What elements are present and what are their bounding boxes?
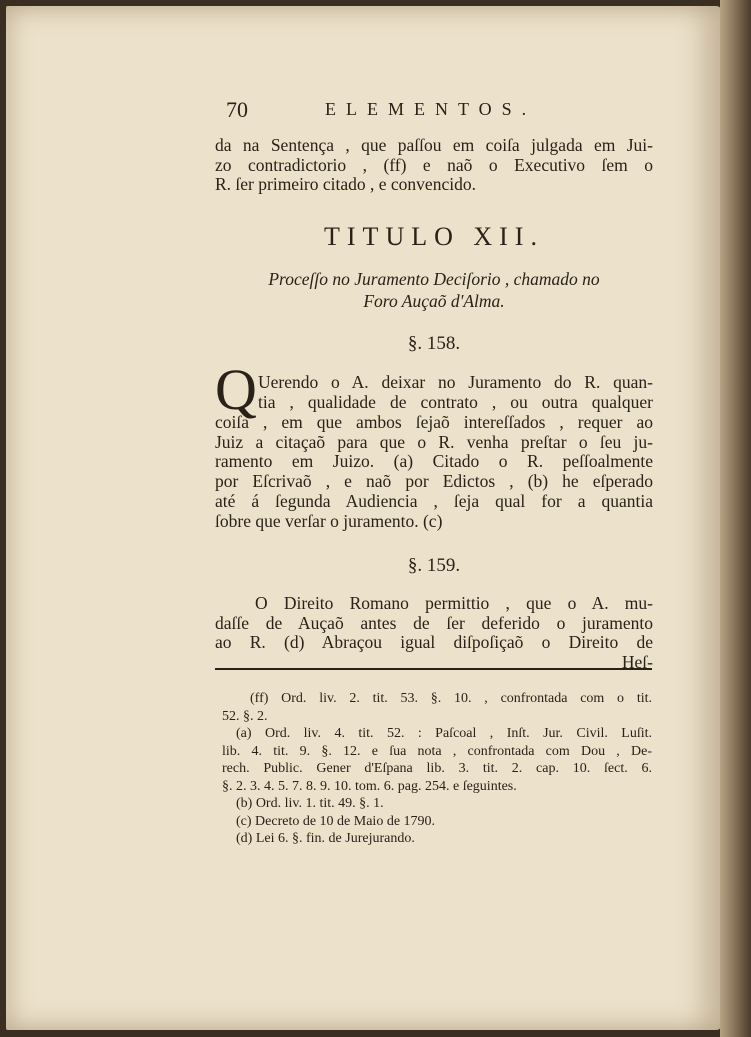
page-number: 70 (226, 97, 248, 122)
text-line: por Eſcrivaõ , e naõ por Edictos , (b) he eſperado (215, 471, 653, 492)
section-158-body-cont (215, 413, 653, 531)
footnote-line: (c) Decreto de 10 de Maio de 1790. (236, 813, 436, 829)
text-line: ao R. (d) Abraçou igual diſpoſiçaõ o Direito de (215, 632, 653, 653)
catchword: Heſ- (621, 652, 653, 673)
text-line: da na Sentença , que paſſou em coiſa julgada em Jui- (215, 135, 653, 155)
section-heading-159: §. 159. (407, 555, 461, 576)
text-line: tia , qualidade de contrato , ou outra qualquer (258, 391, 653, 412)
intro-paragraph (215, 136, 653, 195)
running-header (215, 97, 653, 127)
footnote-line: rech. Public. Gener d'Eſpana lib. 3. tit. 2. cap. 10. ſect. 6. (222, 761, 652, 776)
footnote-line: §. 2. 3. 4. 5. 7. 8. 9. 10. tom. 6. pag. 254. e ſeguintes. (222, 778, 517, 794)
text-line: até á ſegunda Audiencia , ſeja qual for a quantia (215, 490, 653, 511)
text-line: ſobre que verſar o juramento. (c) (215, 510, 443, 531)
footnote-line: (b) Ord. liv. 1. tit. 49. §. 1. (236, 796, 384, 811)
chapter-title: TITULO XII. (324, 222, 544, 251)
text-line: Juiz a citaçaõ para que o R. venha preſtar o ſeu ju- (215, 431, 653, 452)
page-edge (720, 0, 751, 1037)
footnote-line: (d) Lei 6. §. fin. de Jurejurando. (236, 831, 415, 846)
text-line: ramento em Juizo. (a) Citado o R. peſſoalmente (215, 451, 653, 472)
text-line: coiſa , em que ambos ſejaõ intereſſados , requer ao (215, 412, 653, 432)
text-line: zo contradictorio , (ff) e naõ o Executivo ſem o (215, 154, 653, 175)
section-159-body (215, 594, 653, 673)
running-title: ELEMENTOS. (325, 99, 537, 119)
text-line: Uerendo o A. deixar no Juramento do R. quan- (258, 372, 653, 392)
section-heading-158: §. 158. (407, 333, 461, 354)
footnote-rule (215, 668, 652, 670)
drop-cap: Q (215, 357, 257, 422)
footnote-line: (ff) Ord. liv. 2. tit. 53. §. 10. , confrontada com o tit. (250, 691, 652, 706)
text-line: R. ſer primeiro citado , e convencido. (215, 174, 476, 195)
subtitle-line: Proceſſo no Juramento Deciſorio , chamado no (268, 269, 600, 289)
text-line: daſſe de Auçaõ antes de ſer deferido o juramento (215, 612, 653, 633)
footnote-line: lib. 4. tit. 9. §. 12. e ſua nota , confrontada com Dou , De- (222, 743, 652, 759)
chapter-subtitle (215, 268, 653, 312)
footnote-line: 52. §. 2. (222, 708, 268, 724)
footnotes (222, 690, 652, 848)
footnote-line: (a) Ord. liv. 4. tit. 52. : Paſcoal , Inſt. Jur. Civil. Luſit. (236, 726, 652, 741)
section-158-body (258, 373, 653, 412)
text-line: O Direito Romano permittio , que o A. mu- (255, 593, 653, 613)
subtitle-line: Foro Auçaõ d'Alma. (363, 291, 505, 311)
